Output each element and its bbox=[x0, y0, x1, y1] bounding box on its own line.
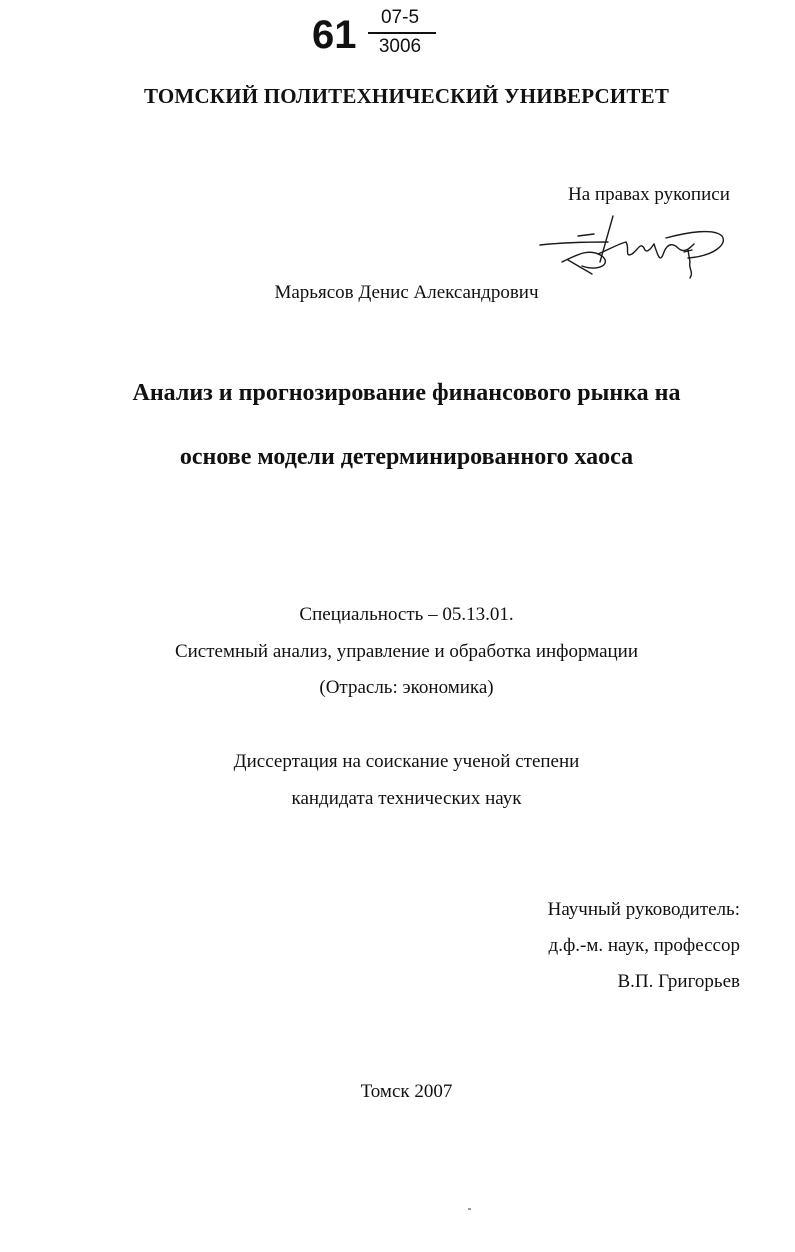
stamp-fraction-bar bbox=[368, 32, 436, 34]
stamp-denominator: 3006 bbox=[378, 36, 422, 57]
dissertation-title-line-2: основе модели детерминированного хаоса bbox=[179, 444, 634, 470]
supervisor-rank: д.ф.-м. наук, профессор bbox=[548, 935, 740, 956]
supervisor-label: Научный руководитель: bbox=[547, 899, 740, 920]
specialty-branch: (Отрасль: экономика) bbox=[319, 677, 494, 698]
author-signature bbox=[538, 214, 728, 284]
scan-speck bbox=[468, 1208, 471, 1210]
dissertation-title-line-1: Анализ и прогнозирование финансового рынка на bbox=[132, 380, 681, 406]
university-name: ТОМСКИЙ ПОЛИТЕХНИЧЕСКИЙ УНИВЕРСИТЕТ bbox=[143, 84, 670, 108]
library-stamp-number: 61 bbox=[312, 13, 357, 57]
city-year: Томск 2007 bbox=[360, 1081, 453, 1102]
degree-title: кандидата технических наук bbox=[291, 788, 522, 809]
author-name: Марьясов Денис Александрович bbox=[274, 282, 539, 303]
stamp-numerator: 07-5 bbox=[380, 7, 420, 28]
specialty-name: Системный анализ, управление и обработка информации bbox=[174, 641, 639, 662]
degree-statement: Диссертация на соискание ученой степени bbox=[233, 751, 580, 772]
specialty-code: Специальность – 05.13.01. bbox=[299, 604, 514, 625]
supervisor-name: В.П. Григорьев bbox=[617, 971, 740, 992]
manuscript-rights-note: На правах рукописи bbox=[568, 184, 730, 205]
library-stamp-fraction bbox=[362, 6, 438, 58]
